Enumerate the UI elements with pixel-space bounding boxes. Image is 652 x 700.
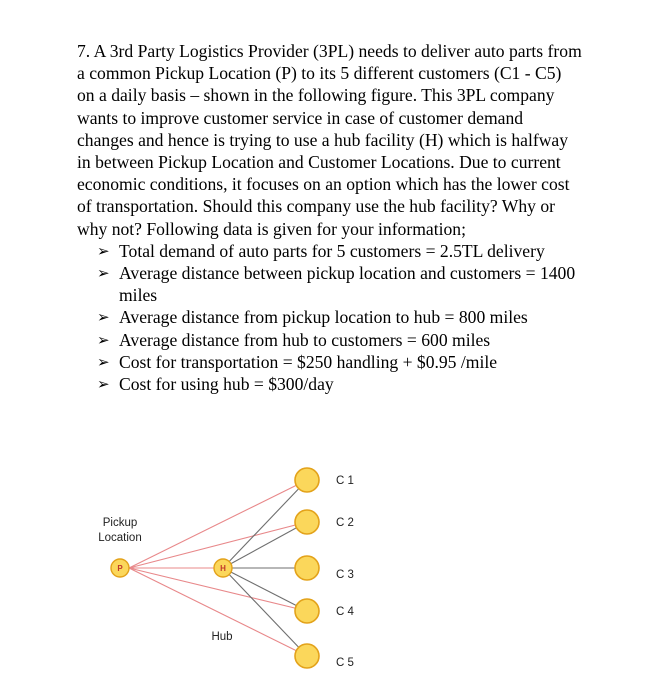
pickup-label-line2: Location [98,532,142,544]
customer-node-c4 [295,599,319,623]
customer-node-c2 [295,510,319,534]
route-p-c1 [129,480,307,568]
arrow-bullet-icon: ➢ [97,330,110,349]
arrow-bullet-icon: ➢ [97,375,110,394]
customer-label-c4: C 4 [336,606,354,618]
customer-label-c5: C 5 [336,657,354,669]
arrow-bullet-icon: ➢ [97,352,110,371]
customer-node-c5 [295,644,319,668]
customer-label-c1: C 1 [336,475,354,487]
customer-node-c3 [295,556,319,580]
hub-node-label: H [220,564,226,573]
bullet-transport-cost: ➢ Cost for transportation = $250 handling + $0.95 /mile [97,351,498,372]
customer-node-c1 [295,468,319,492]
arrow-bullet-icon: ➢ [97,241,110,260]
pickup-node-label: P [117,564,123,573]
route-h-c2 [223,522,307,568]
bullet-hub-cost: ➢ Cost for using hub = $300/day [97,374,334,395]
customer-label-c2: C 2 [336,517,354,529]
arrow-bullet-icon: ➢ [97,264,110,283]
bullet-total-demand: ➢ Total demand of auto parts for 5 customers = 2.5TL delivery [97,240,545,261]
bullet-avg-distance-direct: ➢ Average distance between pickup location and customers = 1400 miles [97,263,576,306]
question-text: 7. A 3rd Party Logistics Provider (3PL) needs to deliver auto parts from a common Pickup Location (P) to its 5 different customers (C1 - C5) on a daily basis – shown in the following figure. This 3PL company wants to improve customer service in case of customer demand changes and hence is trying to use a hub facility (H) which is halfway in between Pickup Location and Customer Locations. Due to current economic conditions, it focuses on an option which has the lower cost of transportation. Should this company use the hub facility? Why or why not? Following data is given for your information; [77,41,582,239]
hub-label: Hub [211,631,233,643]
arrow-bullet-icon: ➢ [97,308,110,327]
bullet-distance-hub-to-customers: ➢ Average distance from hub to customers = 600 miles [97,329,491,350]
route-h-c4 [223,568,307,611]
customer-label-c3: C 3 [336,569,354,581]
bullet-distance-to-hub: ➢ Average distance from pickup location to hub = 800 miles [97,307,528,328]
pickup-label-line1: Pickup [102,517,138,529]
